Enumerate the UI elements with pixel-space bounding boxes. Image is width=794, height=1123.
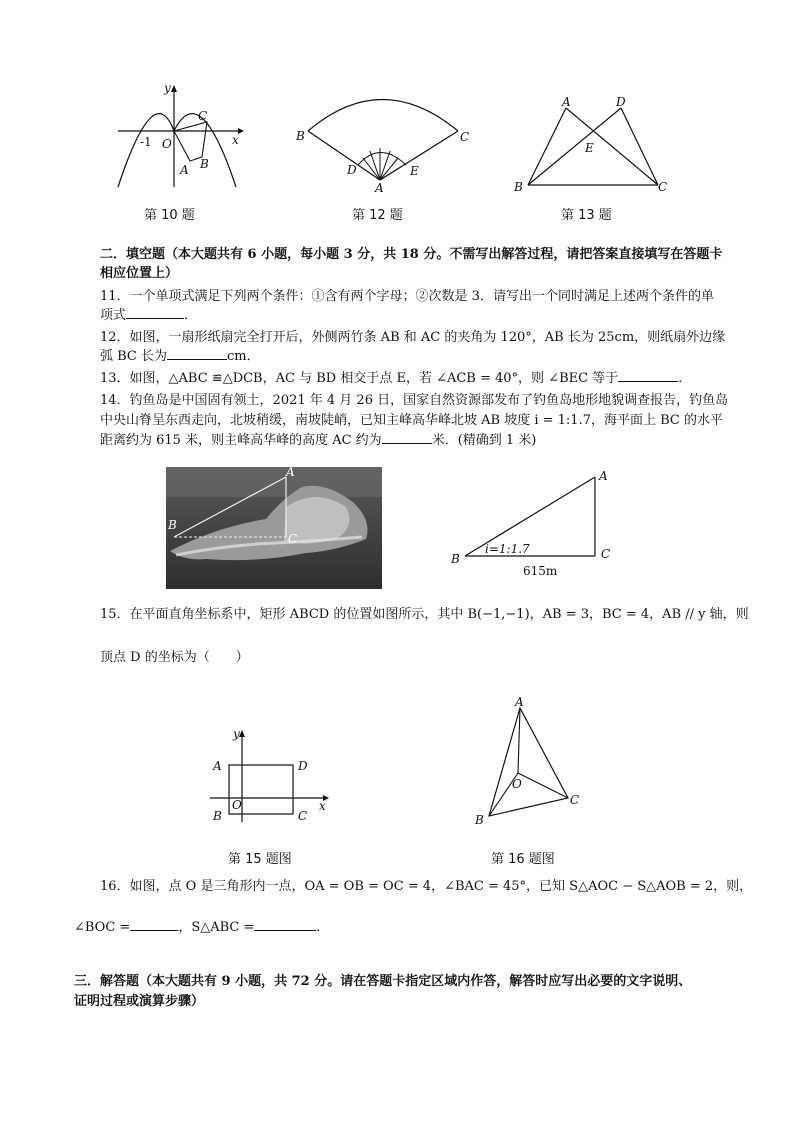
- q15-label-c: C: [298, 809, 308, 823]
- q13-end: ．: [678, 371, 692, 386]
- q13-label-e: E: [585, 141, 594, 155]
- q12-answer-blank[interactable]: [167, 347, 227, 360]
- q15-label-d: D: [298, 759, 308, 773]
- q16-label-a: A: [515, 695, 524, 709]
- section3-heading-cont: 证明过程或演算步骤）: [74, 994, 205, 1009]
- caption-q16: 第 16 题图: [491, 852, 555, 867]
- q10-label-b: B: [200, 157, 209, 171]
- q13-label-d: D: [616, 95, 626, 109]
- q15-line2: 顶点 D 的坐标为（ ）: [100, 650, 249, 665]
- q15-label-a: A: [213, 759, 222, 773]
- q16-answer-blank-1[interactable]: [130, 918, 178, 931]
- q16-label-b: B: [475, 813, 484, 827]
- q12-line2: [100, 347, 260, 366]
- q16-line1: 16．如图，点 O 是三角形内一点，OA = OB = OC = 4，∠BAC = 45°，已知 S△AOC − S△AOB = 2，则，: [100, 879, 753, 894]
- caption-q12: 第 12 题: [352, 208, 403, 223]
- q14-line1: 14．钓鱼岛是中国固有领土，2021 年 4 月 26 日，国家自然资源部发布了钓鱼岛地形地貌调查报告，钓鱼岛: [100, 393, 729, 408]
- q11-answer-blank[interactable]: [126, 306, 184, 319]
- q12-line2-text: 弧 BC 长为: [100, 349, 168, 364]
- figure-q13: [508, 94, 673, 198]
- q15-line1: 15．在平面直角坐标系中，矩形 ABCD 的位置如图所示，其中 B(−1,−1)，AB = 3，BC = 4，AB // y 轴，则: [100, 607, 749, 622]
- q13-label-a: A: [562, 95, 571, 109]
- q14-slope-label: i=1:1.7: [485, 542, 530, 556]
- q14-line2: 中央山脊呈东西走向，北坡稍缓，南坡陡峭，已知主峰高华峰北坡 AB 坡度 i = 1:1.7，海平面上 BC 的水平: [100, 413, 723, 428]
- q11-line2-text: 项式: [100, 308, 127, 323]
- q14-line3: [100, 431, 536, 450]
- q13-label-b: B: [514, 180, 523, 194]
- q10-label-o: O: [162, 137, 172, 151]
- q15-label-o: O: [232, 798, 242, 812]
- q10-label-x: x: [232, 133, 239, 147]
- q16-label-c: C: [570, 793, 580, 807]
- section2-heading: 二．填空题（本大题共有 6 小题，每小题 3 分，共 18 分。不需写出解答过程，请把答案直接填写在答题卡: [100, 247, 723, 262]
- q13-line: [100, 369, 691, 388]
- q12-label-c: C: [460, 130, 470, 144]
- figure-q12: [292, 88, 477, 198]
- q12-label-d: D: [347, 163, 357, 177]
- q15-label-b: B: [213, 809, 222, 823]
- q11-line2: [100, 306, 197, 325]
- section3-heading: 三．解答题（本大题共有 9 小题，共 72 分。请在答题卡指定区域内作答，解答时应写出必要的文字说明、: [74, 974, 692, 989]
- figure-q15: [205, 727, 335, 827]
- figure-q10: [110, 82, 250, 192]
- figure-q16: [470, 694, 590, 829]
- q10-label-neg1: -1: [140, 135, 152, 149]
- q14-photo-label-a: A: [286, 467, 295, 479]
- q16-answer-blank-2[interactable]: [254, 918, 316, 931]
- q14-end: 米．(精确到 1 米): [431, 433, 537, 448]
- q14-tri-label-b: B: [451, 552, 460, 566]
- q13-text: 13．如图，△ABC ≌△DCB，AC 与 BD 相交于点 E，若 ∠ACB = 40°，则 ∠BEC 等于: [100, 371, 619, 386]
- q16-part1: ∠BOC =: [74, 920, 131, 935]
- q10-label-y: y: [164, 82, 171, 95]
- section2-heading-cont: 相应位置上）: [100, 266, 179, 281]
- caption-q13: 第 13 题: [561, 208, 612, 223]
- q13-answer-blank[interactable]: [618, 369, 678, 382]
- q16-part2: ，S△ABC =: [178, 920, 255, 935]
- q12-line1: 12．如图，一扇形纸扇完全打开后，外侧两竹条 AB 和 AC 的夹角为 120°，AB 长为 25cm，则纸扇外边缘: [100, 330, 726, 345]
- q16-label-o: O: [512, 777, 522, 791]
- q12-label-b: B: [296, 129, 305, 143]
- q12-end: cm．: [227, 349, 260, 364]
- q12-label-a: A: [375, 181, 384, 195]
- q15-label-y: y: [233, 727, 240, 741]
- q11-end: ．: [184, 308, 198, 323]
- q14-tri-label-c: C: [601, 547, 611, 561]
- q15-label-x: x: [319, 799, 326, 813]
- figure-q14-triangle: [445, 465, 625, 580]
- caption-q15: 第 15 题图: [228, 852, 292, 867]
- q14-photo-label-c: C: [288, 532, 298, 546]
- q10-label-c: C: [198, 109, 208, 123]
- q14-tri-label-a: A: [599, 469, 608, 483]
- q14-answer-blank[interactable]: [382, 431, 432, 444]
- figure-q14-photo: [166, 467, 382, 589]
- caption-q10: 第 10 题: [144, 208, 195, 223]
- q11-line1: 11．一个单项式满足下列两个条件：①含有两个字母；②次数是 3．请写出一个同时满足上述两个条件的单: [100, 289, 714, 304]
- q14-line3-text: 距离约为 615 米，则主峰高华峰的高度 AC 约为: [100, 433, 382, 448]
- q16-end: ．: [316, 920, 330, 935]
- q14-photo-label-b: B: [168, 518, 177, 532]
- q12-label-e: E: [410, 164, 419, 178]
- q14-distance-label: 615m: [523, 564, 558, 578]
- q13-label-c: C: [658, 180, 668, 194]
- q10-label-a: A: [180, 163, 189, 177]
- q16-line2: [74, 918, 329, 937]
